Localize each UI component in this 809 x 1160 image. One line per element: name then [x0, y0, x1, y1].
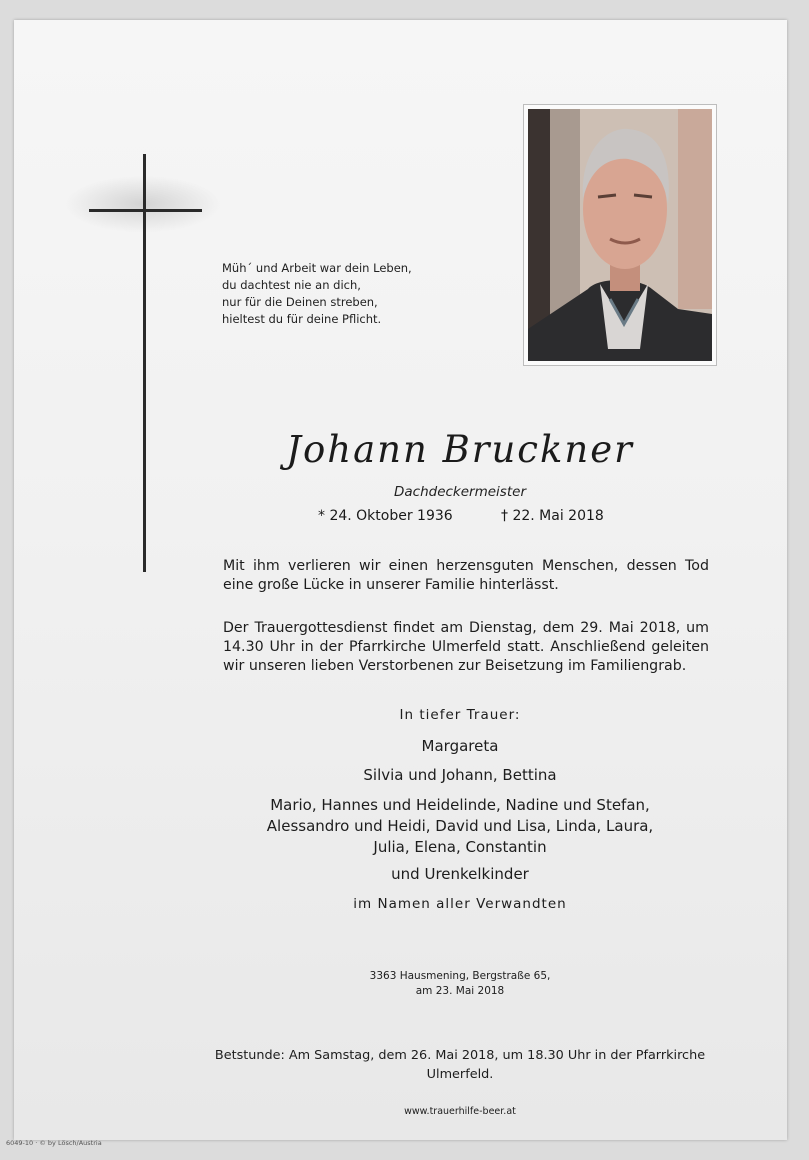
address-block	[180, 969, 740, 999]
memorial-poem	[222, 260, 452, 328]
relatives-line: im Namen aller Verwandten	[353, 896, 567, 912]
deceased-profession: Dachdeckermeister	[393, 484, 526, 500]
death-date: † 22. Mai 2018	[501, 508, 604, 524]
poem-line: hieltest du für deine Pflicht.	[222, 312, 382, 326]
footer-copyright: 6049-10 · © by Lösch/Austria	[6, 1139, 102, 1147]
poem-line: du dachtest nie an dich,	[222, 278, 361, 292]
poem-line: nur für die Deinen streben,	[222, 295, 378, 309]
birth-date: * 24. Oktober 1936	[318, 508, 453, 524]
portrait-photo-frame	[523, 104, 717, 366]
mourners-heading: In tiefer Trauer:	[399, 707, 521, 723]
mourner-line: und Urenkelkinder	[391, 865, 529, 883]
funeral-service-paragraph: Der Trauergottesdienst findet am Dienstag, dem 29. Mai 2018, um 14.30 Uhr in der Pfarrkirche Ulmerfeld statt. Anschließend geleiten wir unseren lieben Verstorbenen zur Beisetzung im Familiengrab.	[223, 620, 709, 674]
poem-line: Müh´ und Arbeit war dein Leben,	[222, 261, 412, 275]
address-line: 3363 Hausmening, Bergstraße 65,	[369, 970, 551, 982]
prayer-hour-notice: Betstunde: Am Samstag, dem 26. Mai 2018, um 18.30 Uhr in der Pfarrkirche Ulmerfeld.	[214, 1048, 706, 1082]
announcement-paragraph: Mit ihm verlieren wir einen herzensguten Menschen, dessen Tod eine große Lücke in unserer Familie hinterlässt.	[223, 558, 709, 593]
website-link[interactable]: www.trauerhilfe-beer.at	[404, 1106, 516, 1117]
mourner-line: Margareta	[421, 737, 499, 755]
deceased-name: Johann Bruckner	[286, 428, 634, 471]
address-date: am 23. Mai 2018	[415, 985, 505, 997]
mourner-line: Silvia und Johann, Bettina	[363, 766, 557, 784]
portrait-photo	[528, 109, 712, 361]
mourner-line: Mario, Hannes und Heidelinde, Nadine und Stefan, Alessandro und Heidi, David und Lisa, Linda, Laura, Julia, Elena, Constantin	[266, 796, 654, 856]
